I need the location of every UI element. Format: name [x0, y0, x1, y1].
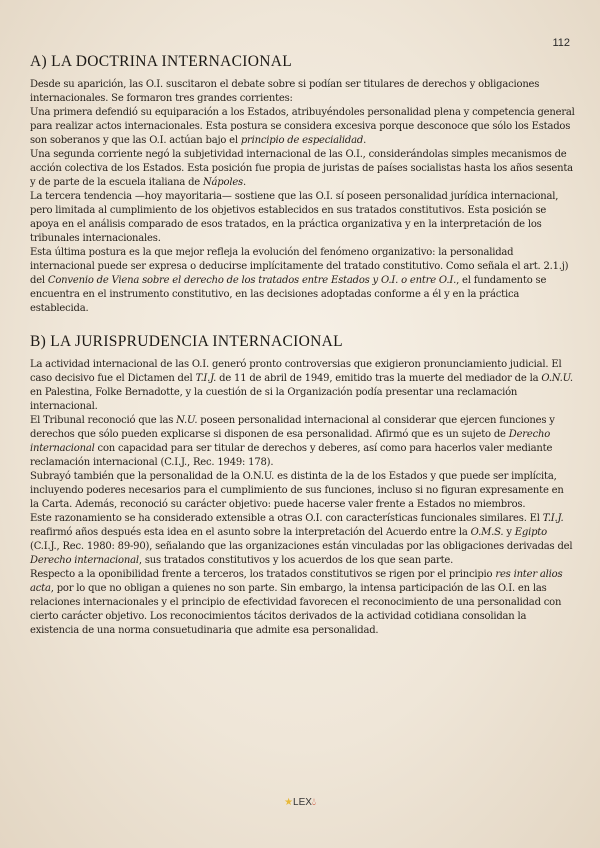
section-b-title: B) LA JURISPRUDENCIA INTERNACIONAL	[30, 333, 343, 350]
section-a-paragraph-5: Esta última postura es la que mejor refleja la evolución del fenómeno organizativo: la personalidad internacional puede ser expresa o deducirse implícitamente del tratado constitutivo. Como señala el art. 2.1.j) del Convenio de Viena sobre el derecho de los tratados entre Estados y O.I. o entre O.I., el fundamento se encuentra en el instrumento constitutivo, en las decisiones adoptadas conforme a él y en la práctica establecida.	[30, 247, 569, 314]
section-b-paragraph-1: La actividad internacional de las O.I. generó pronto controversias que exigieron pronunciamiento judicial. El caso decisivo fue el Dictamen del T.I.J. de 11 de abril de 1949, emitido tras la muerte del mediador de la O.N.U. en Palestina, Folke Bernadotte, y la cuestión de si la Organización podía presentar una reclamación internacional.	[30, 359, 573, 412]
footer-logo	[0, 797, 600, 808]
section-b-paragraph-5: Respecto a la oponibilidad frente a terceros, los tratados constitutivos se rigen por el principio res inter alios acta, por lo que no obligan a quienes no son parte. Sin embargo, la intensa participación de las O.I. en las relaciones internacionales y el principio de efectividad favorecen el reconocimiento de una personalidad con cierto carácter objetivo. Los reconocimientos tácitos derivados de la actividad cotidiana consolidan la existencia de una norma consuetudinaria que admite esa personalidad.	[30, 569, 563, 636]
section-a-paragraph-4: La tercera tendencia —hoy mayoritaria— sostiene que las O.I. sí poseen personalidad jurídica internacional, pero limitada al cumplimiento de los objetivos establecidos en sus tratados constitutivos. Esta posición se apoya en el análisis comparado de esos tratados, en la práctica organizativa y en la interpretación de los tribunales internacionales.	[30, 191, 559, 244]
logo-text: LEX	[293, 797, 312, 808]
section-a-title: A) LA DOCTRINA INTERNACIONAL	[30, 53, 292, 70]
star-icon: ★	[284, 797, 294, 808]
section-a-paragraph-1: Desde su aparición, las O.I. suscitaron el debate sobre si podían ser titulares de derechos y obligaciones internacionales. Se formaron tres grandes corrientes:	[30, 79, 540, 104]
section-b-paragraph-3: Subrayó también que la personalidad de la O.N.U. es distinta de la de los Estados y que puede ser implícita, incluyendo poderes necesarios para el cumplimiento de sus funciones, incluso si no figuran expresamente en la Carta. Además, reconoció su carácter objetivo: puede hacerse valer frente a Estados no miembros.	[30, 471, 564, 510]
page-number: 112	[552, 37, 570, 49]
section-b-paragraph-4: Este razonamiento se ha considerado extensible a otras O.I. con características funcionales similares. El T.I.J. reafirmó años después esta idea en el asunto sobre la interpretación del Acuerdo entre la O.M.S. y Egipto (C.I.J., Rec. 1980: 89-90), señalando que las organizaciones están vinculadas por las obligaciones derivadas del Derecho internacional, sus tratados constitutivos y los acuerdos de los que sean parte.	[30, 513, 573, 566]
page-content	[30, 53, 575, 638]
section-b-paragraph-2: El Tribunal reconoció que las N.U. poseen personalidad internacional al considerar que ejercen funciones y derechos que sólo pueden explicarse si disponen de esa personalidad. Afirmó que es un sujeto de Derecho internacional con capacidad para ser titular de derechos y deberes, así como para hacerlos valer mediante reclamación internacional (C.I.J., Rec. 1949: 178).	[30, 415, 555, 468]
section-a-paragraph-2: Una primera defendió su equiparación a los Estados, atribuyéndoles personalidad plena y competencia general para realizar actos internacionales. Esta postura se considera excesiva porque desconoce que sólo los Estados son soberanos y que las O.I. actúan bajo el principio de especialidad.	[30, 107, 575, 146]
drop-icon: 💧︎	[311, 797, 316, 808]
section-a-paragraph-3: Una segunda corriente negó la subjetividad internacional de las O.I., considerándolas simples mecanismos de acción colectiva de los Estados. Esta posición fue propia de juristas de países socialistas hasta los años sesenta y de parte de la escuela italiana de Nápoles.	[30, 149, 573, 188]
